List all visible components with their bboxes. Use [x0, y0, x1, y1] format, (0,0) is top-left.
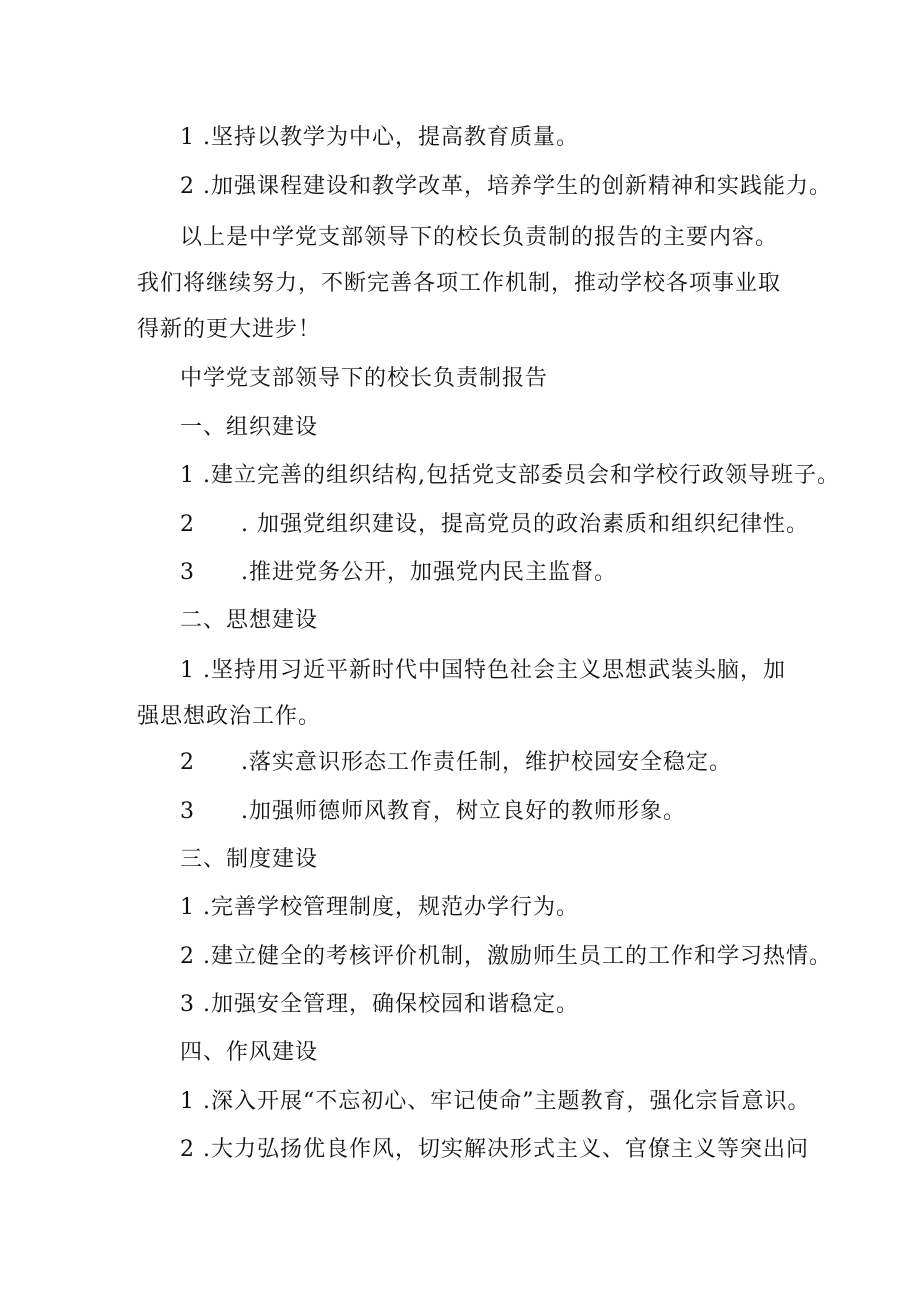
- report-title: 中学党支部领导下的校长负责制报告: [180, 366, 549, 391]
- section-heading-2: 二、思想建设: [180, 608, 319, 633]
- paragraph-11: 2 .建立健全的考核评价机制，激励师生员工的工作和学习热情。: [180, 944, 832, 969]
- paragraph-1: 1 .坚持以教学为中心，提高教育质量。: [180, 125, 579, 150]
- paragraph-5: 2 . 加强党组织建设，提高党员的政治素质和组织纪律性。: [180, 512, 809, 537]
- section-heading-4: 四、作风建设: [180, 1040, 319, 1065]
- paragraph-10: 1 .完善学校管理制度，规范办学行为。: [180, 895, 579, 920]
- paragraph-14: 2 .大力弘扬优良作风，切实解决形式主义、官僚主义等突出问: [180, 1137, 809, 1162]
- paragraph-9: 3 .加强师德师风教育，树立良好的教师形象。: [180, 799, 686, 824]
- paragraph-6: 3 .推进党务公开，加强党内民主监督。: [180, 560, 617, 585]
- section-heading-3: 三、制度建设: [180, 847, 319, 872]
- paragraph-4: 1 .建立完善的组织结构,包括党支部委员会和学校行政领导班子。: [180, 463, 840, 488]
- paragraph-7: 1 .坚持用习近平新时代中国特色社会主义思想武装头脑，加强思想政治工作。: [137, 658, 786, 729]
- paragraph-13: 1 .深入开展“不忘初心、牢记使命”主题教育，强化宗旨意识。: [180, 1089, 811, 1114]
- paragraph-3: 以上是中学党支部领导下的校长负责制的报告的主要内容。我们将继续努力，不断完善各项工作机制，推动学校各项事业取得新的更大进步！: [137, 225, 782, 342]
- paragraph-2: 2 .加强课程建设和教学改革，培养学生的创新精神和实践能力。: [180, 174, 832, 199]
- paragraph-12: 3 .加强安全管理，确保校园和谐稳定。: [180, 992, 579, 1017]
- section-heading-1: 一、组织建设: [180, 415, 319, 440]
- paragraph-8: 2 .落实意识形态工作责任制，维护校园安全稳定。: [180, 750, 732, 775]
